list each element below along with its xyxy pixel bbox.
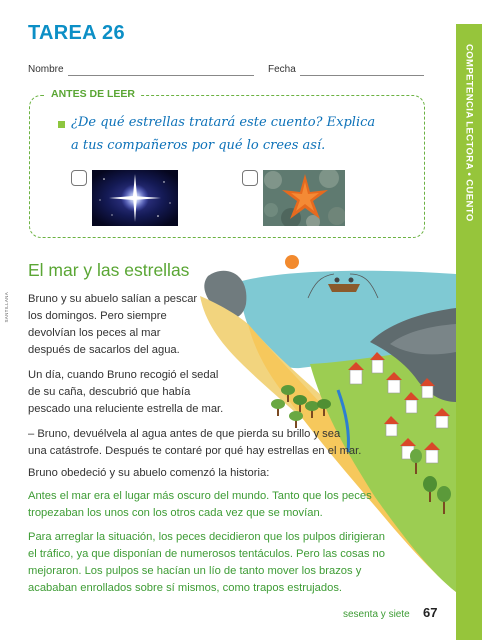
text-line: Antes el mar era el lugar más oscuro del mundo. Tanto que los peces — [28, 490, 372, 502]
text-line: tropezaban los unos con los otros cada vez que se movían. — [28, 507, 323, 519]
story-paragraph-3 — [28, 426, 361, 460]
text-line: el tráfico, ya que disponían de numerosos tentáculos. Pero las cosas no — [28, 548, 385, 560]
publisher-logo: SANTILLANA — [4, 292, 9, 323]
text-line: los domingos. Pero siempre — [28, 310, 167, 322]
text-line: mejoraron. Los pulpos se hacían un lío de tanto mover los brazos y — [28, 565, 362, 577]
prereading-question-line2: a tus compañeros por qué lo crees así. — [71, 138, 326, 153]
text-line: devolvían los peces al mar — [28, 327, 161, 339]
story-title: El mar y las estrellas — [28, 260, 190, 280]
text-line: después de sacarlos del agua. — [28, 344, 180, 356]
text-line: Bruno obedeció y su abuelo comenzó la historia: — [28, 467, 270, 479]
story-paragraph-6 — [28, 529, 385, 597]
star-image — [92, 170, 178, 226]
option-checkbox-starfish[interactable] — [242, 170, 258, 186]
page-title: TAREA 26 — [28, 22, 125, 44]
story-paragraph-2 — [28, 367, 223, 418]
prereading-title: ANTES DE LEER — [46, 88, 140, 100]
page-number: 67 — [423, 605, 438, 620]
story-paragraph-5 — [28, 488, 372, 522]
option-checkbox-star[interactable] — [71, 170, 87, 186]
text-line: de su caña, descubrió que había — [28, 386, 191, 398]
text-line: Bruno y su abuelo salían a pescar — [28, 293, 198, 305]
prereading-question-line1: ¿De qué estrellas tratará este cuento? Explica — [71, 115, 376, 130]
name-label: Nombre — [28, 64, 64, 75]
name-field[interactable] — [68, 75, 254, 76]
starfish-image — [263, 170, 345, 226]
date-field[interactable] — [300, 75, 424, 76]
text-line: Para arreglar la situación, los peces decidieron que los pulpos dirigieran — [28, 531, 385, 543]
bullet-icon — [58, 121, 65, 128]
text-line: pescado una reluciente estrella de mar. — [28, 403, 224, 415]
story-paragraph-4 — [28, 465, 269, 482]
text-line: Un día, cuando Bruno recogió el sedal — [28, 369, 219, 381]
text-line: – Bruno, devuélvela al agua antes de que pierda su brillo y sea — [28, 428, 341, 440]
date-label: Fecha — [268, 64, 296, 75]
text-line: una catástrofe. Después te contaré por qué hay estrellas en el mar. — [28, 445, 362, 457]
page-number-words: sesenta y siete — [343, 609, 410, 620]
side-band-label: COMPETENCIA LECTORA • CUENTO — [463, 44, 475, 222]
story-paragraph-1 — [28, 291, 197, 359]
text-line: acababan enrollados sobre sí mismos, como trapos estrujados. — [28, 582, 343, 594]
